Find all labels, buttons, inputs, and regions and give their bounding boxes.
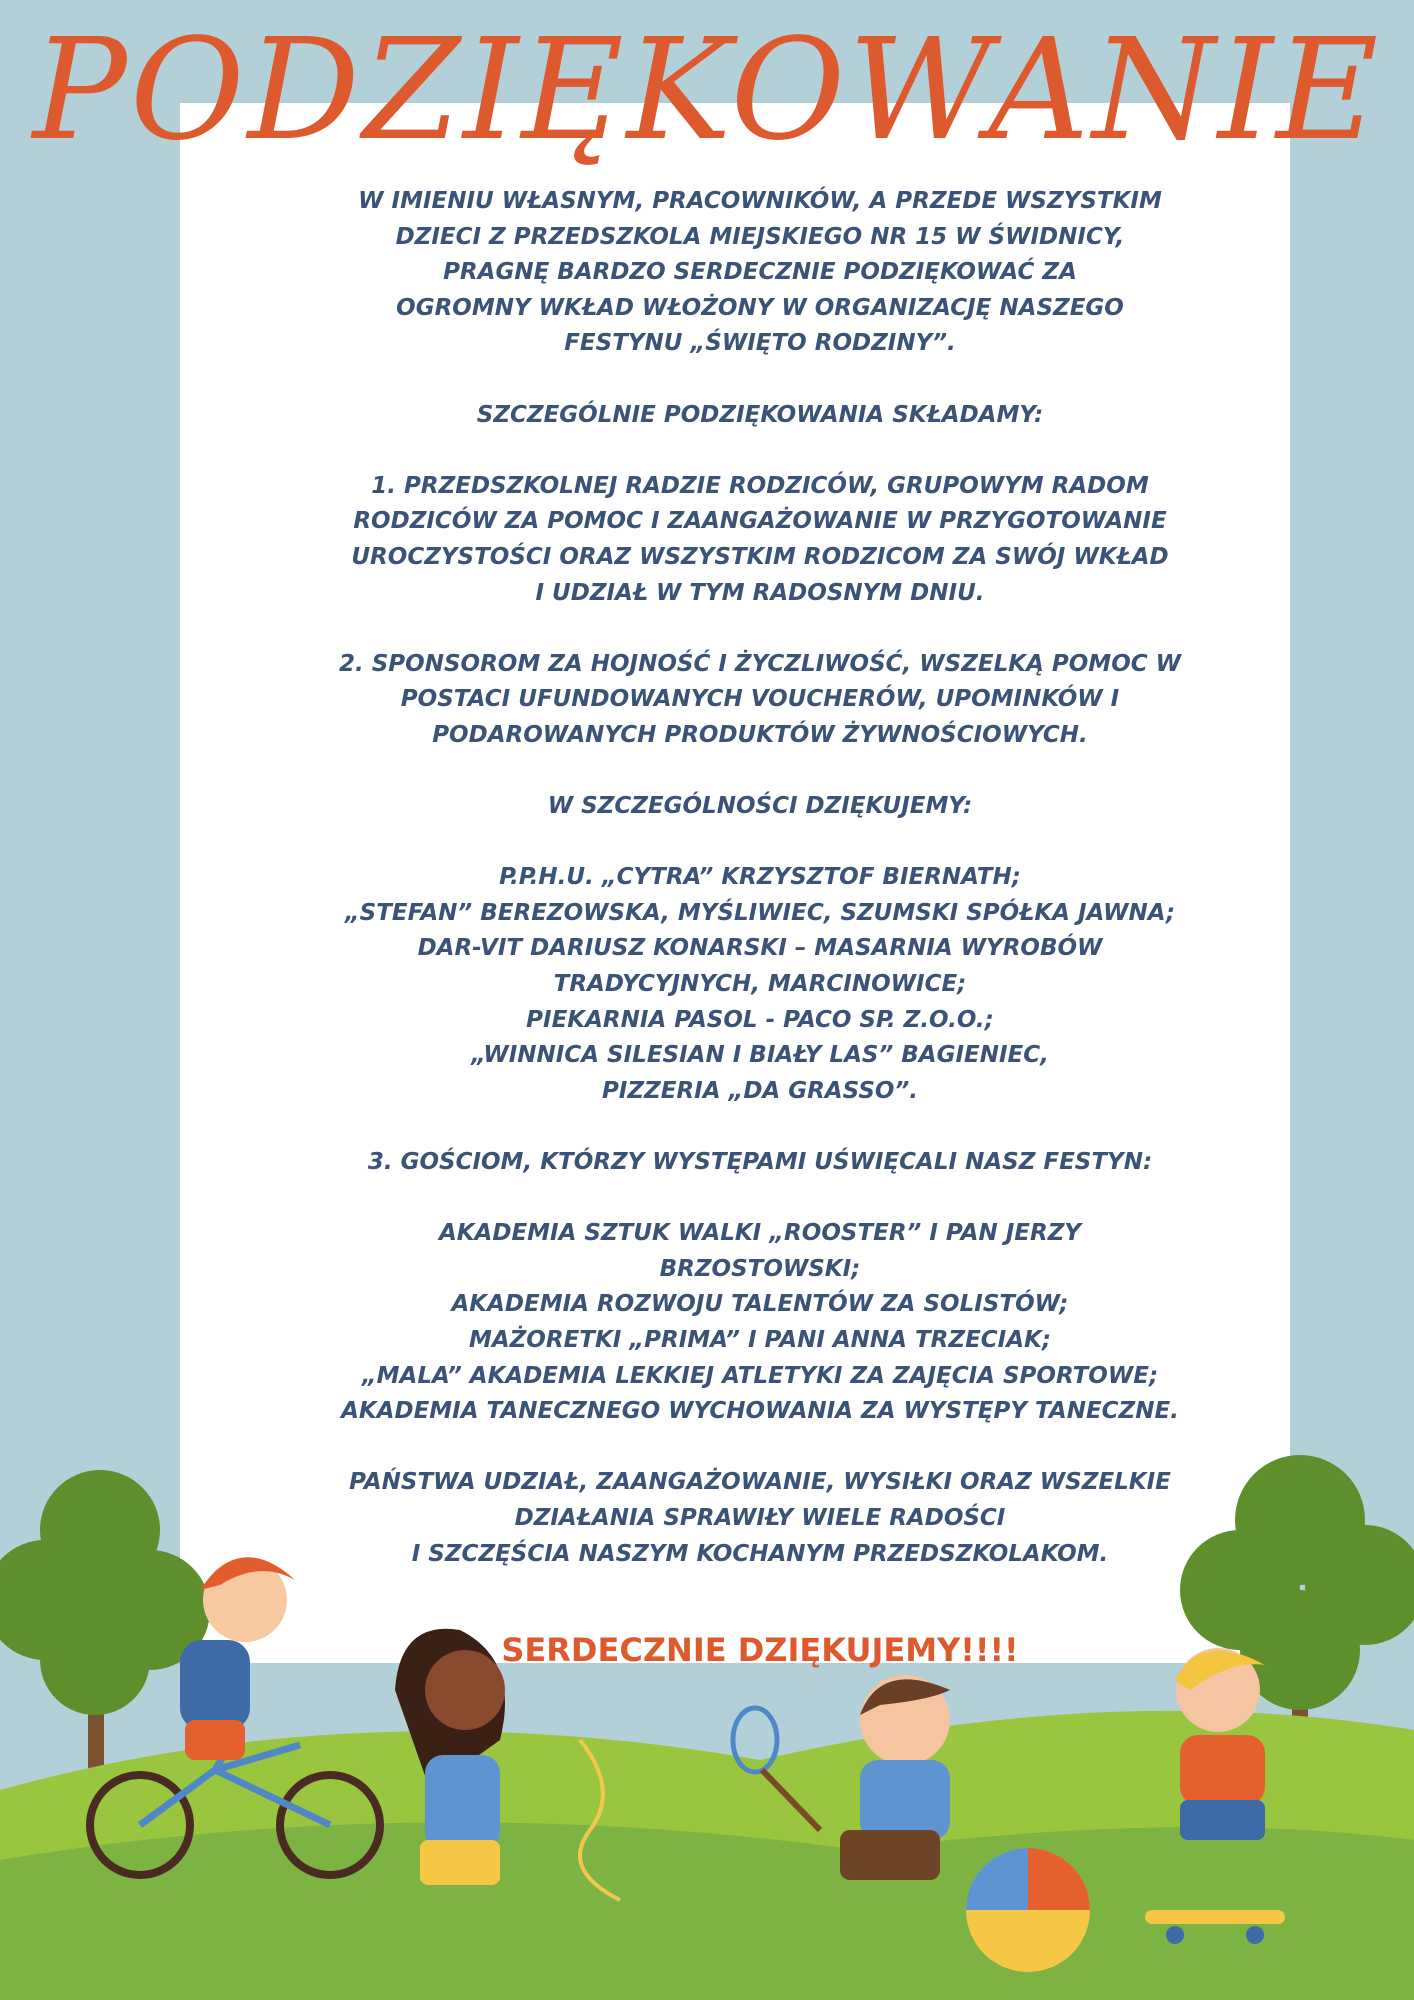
sponsor-line: PIEKARNIA PASOL - PACO SP. Z.O.O.; [526,1006,994,1033]
beach-ball-icon [966,1848,1090,1972]
guest-line: MAŻORETKI „PRIMA” I PANI ANNA TRZECIAK; [468,1327,1052,1353]
point2-line: POSTACI UFUNDOWANYCH VOUCHERÓW, UPOMINKÓW I [400,686,1120,713]
sponsor-line: PIZZERIA „DA GRASSO”. [601,1077,919,1104]
intro-line: PRAGNĘ BARDZO SERDECZNIE PODZIĘKOWAĆ ZA [443,259,1077,286]
kids-illustration [0,1440,1414,2000]
intro-line: OGROMNY WKŁAD WŁOŻONY W ORGANIZACJĘ NASZEGO [396,294,1124,321]
point1-line: RODZICÓW ZA POMOC I ZAANGAŻOWANIE W PRZYGOTOWANIE [353,508,1167,535]
point1-line: UROCZYSTOŚCI ORAZ WSZYSTKIM RODZICOM ZA SWÓJ WKŁAD [351,543,1169,570]
sponsors-heading: W SZCZEGÓLNOŚCI DZIĘKUJEMY: [547,793,973,820]
special-heading: SZCZEGÓLNIE PODZIĘKOWANIA SKŁADAMY: [476,401,1044,428]
point1-line: 1. PRZEDSZKOLNEJ RADZIE RODZICÓW, GRUPOWYM RADOM [371,472,1149,499]
point3-heading: 3. GOŚCIOM, KTÓRZY WYSTĘPAMI UŚWIĘCALI NASZ FESTYN: [367,1149,1153,1176]
guest-line: AKADEMIA ROZWOJU TALENTÓW ZA SOLISTÓW; [451,1291,1069,1318]
guest-line: AKADEMIA TANECZNEGO WYCHOWANIA ZA WYSTĘPY TANECZNE. [341,1398,1179,1425]
point2-line: 2. SPONSOROM ZA HOJNOŚĆ I ŻYCZLIWOŚĆ, WSZELKĄ POMOC W [338,650,1181,677]
intro-line: FESTYNU „ŚWIĘTO RODZINY”. [564,330,956,357]
outro-line: DZIAŁANIA SPRAWIŁY WIELE RADOŚCI [514,1504,1006,1531]
body-text [300,184,1220,1572]
sponsor-line: „WINNICA SILESIAN I BIAŁY LAS” BAGIENIEC, [471,1042,1049,1069]
intro-line: DZIECI Z PRZEDSZKOLA MIEJSKIEGO NR 15 W ŚWIDNICY, [395,223,1125,250]
outro-line: PAŃSTWA UDZIAŁ, ZAANGAŻOWANIE, WYSIŁKI ORAZ WSZELKIE [349,1469,1171,1496]
intro-line: W IMIENIU WŁASNYM, PRACOWNIKÓW, A PRZEDE WSZYSTKIM [358,188,1162,214]
tree-icon [0,1470,210,1800]
sponsor-line: DAR-VIT DARIUSZ KONARSKI – MASARNIA WYROBÓW [417,935,1103,962]
guest-line: BRZOSTOWSKI; [659,1255,861,1282]
guest-line: AKADEMIA SZTUK WALKI „ROOSTER” I PAN JERZY [438,1220,1082,1247]
sponsor-line: TRADYCYJNYCH, MARCINOWICE; [553,971,967,998]
point1-line: I UDZIAŁ W TYM RADOSNYM DNIU. [535,579,985,606]
sponsor-line: „STEFAN” BEREZOWSKA, MYŚLIWIEC, SZUMSKI SPÓŁKA JAWNA; [344,899,1176,926]
guest-line: „MALA” AKADEMIA LEKKIEJ ATLETYKI ZA ZAJĘCIA SPORTOWE; [361,1362,1159,1389]
poster-title: PODZIĘKOWANIE [32,9,1382,172]
outro-line: I SZCZĘŚCIA NASZYM KOCHANYM PRZEDSZKOLAKOM. [411,1540,1109,1567]
sponsor-line: P.P.H.U. „CYTRA” KRZYSZTOF BIERNATH; [499,864,1021,891]
closing-message: SERDECZNIE DZIĘKUJEMY!!!! [501,1631,1019,1669]
point2-line: PODAROWANYCH PRODUKTÓW ŻYWNOŚCIOWYCH. [432,721,1088,748]
